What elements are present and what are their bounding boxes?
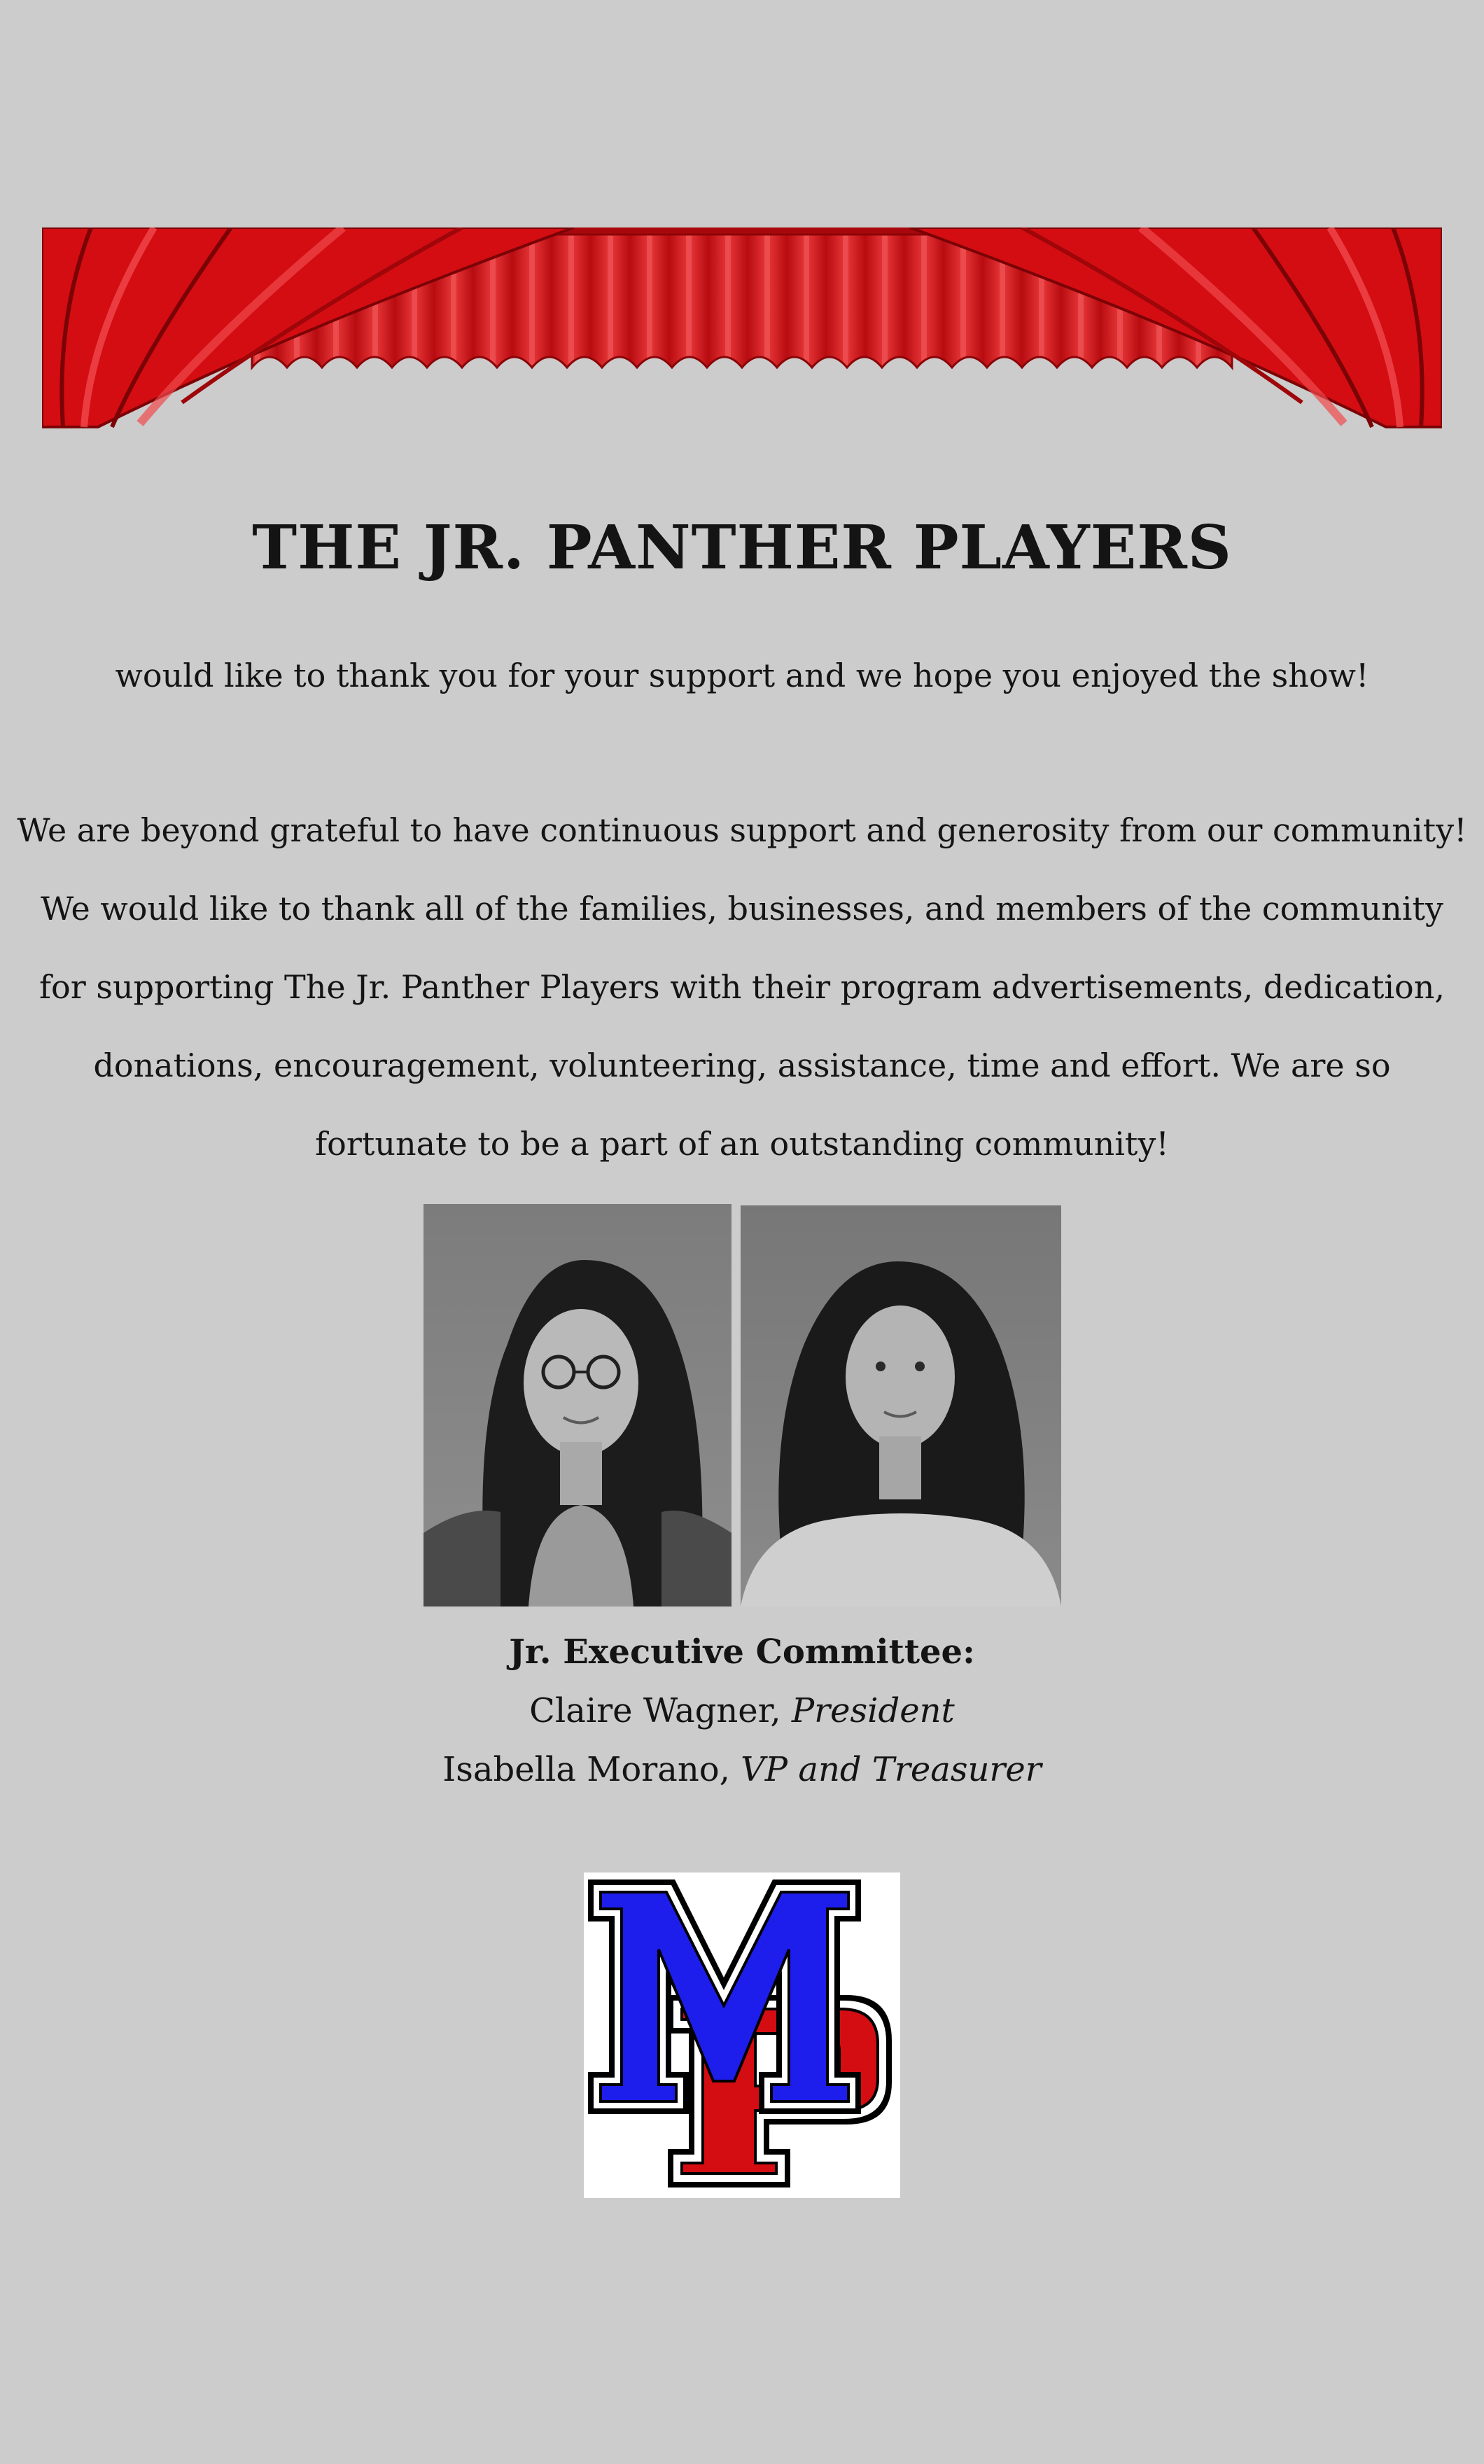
stage-curtain-graphic <box>42 227 1442 430</box>
portrait-photo-isabella <box>741 1205 1061 1606</box>
thank-you-subtitle: would like to thank you for your support and we hope you enjoyed the show! <box>115 657 1369 694</box>
committee-heading: Jr. Executive Committee: <box>509 1632 975 1672</box>
member-role: President <box>791 1691 955 1730</box>
committee-member: Claire Wagner, President <box>529 1691 955 1730</box>
member-name: Isabella Morano <box>442 1750 720 1789</box>
school-logo <box>584 1872 900 2198</box>
executive-committee <box>0 1623 1484 1799</box>
page-title: THE JR. PANTHER PLAYERS <box>252 512 1232 583</box>
mp-monogram-logo <box>584 1872 900 2198</box>
portrait-photo-claire <box>424 1204 732 1606</box>
thank-you-body: We are beyond grateful to have continuous support and generosity from our community! We would like to thank all of the families, businesses, and members of the community for supporting The Jr. Panther Players with their program advertisements, dedication, donations, encouragement, volunteering, assistance, time and effort. We are so fortunate to be a part of an outstanding community! <box>17 811 1467 1163</box>
committee-member: Isabella Morano, VP and Treasurer <box>442 1750 1042 1789</box>
member-role: VP and Treasurer <box>741 1750 1042 1789</box>
member-name: Claire Wagner <box>529 1691 771 1730</box>
